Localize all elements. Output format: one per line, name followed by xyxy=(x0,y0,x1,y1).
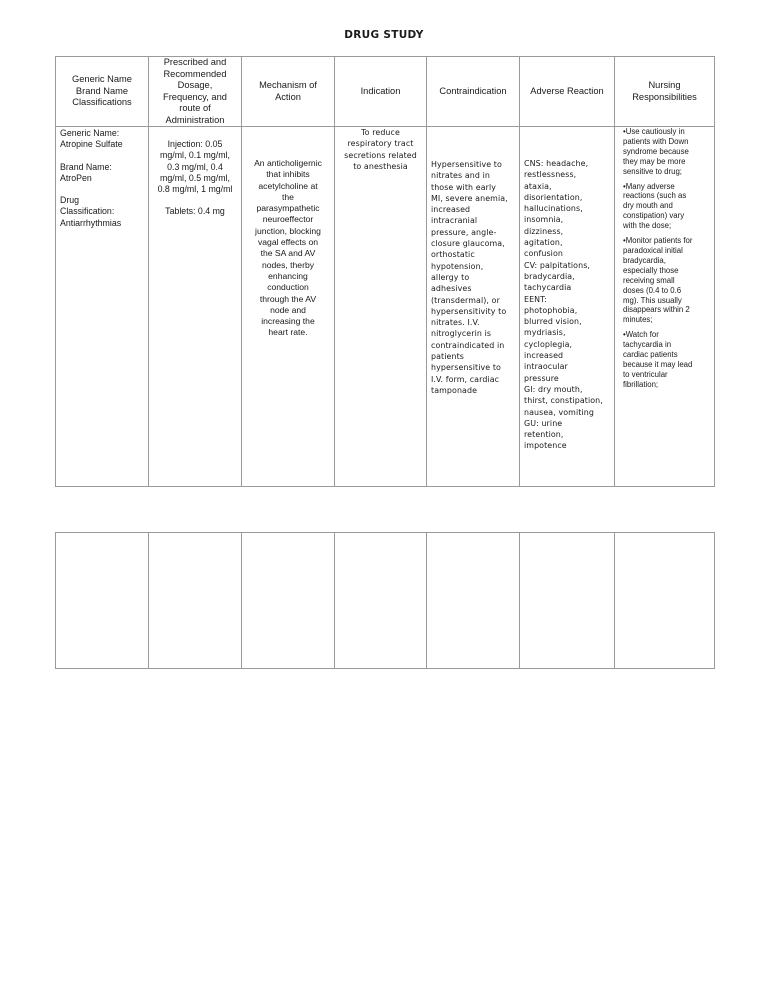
adverse-reaction-line: nausea, vomiting xyxy=(524,407,594,417)
header-row xyxy=(56,57,715,127)
header-adverse-reaction: Adverse Reaction xyxy=(520,57,615,127)
nursing-item: •Use cautiously in patients with Down syndrome because they may be more sensitive to drug; xyxy=(623,127,689,176)
blank-cell xyxy=(615,533,715,669)
adverse-reaction-line: GI: dry mouth, xyxy=(524,384,583,394)
adverse-reaction-line: agitation, xyxy=(524,238,563,248)
blank-cell xyxy=(335,533,427,669)
indication-text: To reduce respiratory tract secretions related to anesthesia xyxy=(344,128,417,171)
adverse-reaction-line: intraocular xyxy=(524,362,568,372)
cell-nursing-responsibilities xyxy=(615,127,715,487)
header-nursing-responsibilities: Nursing Responsibilities xyxy=(615,57,715,127)
adverse-reaction-line: tachycardia xyxy=(524,283,572,293)
adverse-reaction-line: dizziness, xyxy=(524,226,564,236)
cell-indication xyxy=(335,127,427,487)
adverse-reaction-line: CV: palpitations, xyxy=(524,260,591,270)
cell-adverse-reaction xyxy=(520,127,615,487)
cell-contraindication xyxy=(427,127,520,487)
cell-mechanism xyxy=(242,127,335,487)
adverse-reaction-line: GU: urine xyxy=(524,418,563,428)
adverse-reaction-line: EENT: xyxy=(524,294,547,304)
brand-name: Brand Name: AtroPen xyxy=(60,161,112,183)
header-indication: Indication xyxy=(335,57,427,127)
adverse-reaction-line: impotence xyxy=(524,441,567,451)
blank-cell xyxy=(520,533,615,669)
blank-drug-table xyxy=(55,532,715,669)
nursing-item: •Monitor patients for paradoxical initial bradycardia, especially those receiving small doses (0.4 to 0.6 mg). This usually disappears within 2 minutes; xyxy=(623,236,693,325)
header-contraindication: Contraindication xyxy=(427,57,520,127)
adverse-reaction-line: thirst, constipation, xyxy=(524,396,603,406)
header-mechanism: Mechanism of Action xyxy=(242,57,335,127)
adverse-reaction-line: blurred vision, xyxy=(524,317,582,327)
cell-drug-names xyxy=(56,127,149,487)
dosage-injection: Injection: 0.05 mg/ml, 0.1 mg/ml, 0.3 mg/ml, 0.4 mg/ml, 0.5 mg/ml, 0.8 mg/ml, 1 mg/ml xyxy=(157,139,233,195)
drug-classification: Drug Classification: Antiarrhythmias xyxy=(60,195,122,228)
header-dosage: Prescribed and Recommended Dosage, Frequency, and route of Administration xyxy=(149,57,242,127)
adverse-reaction-line: increased xyxy=(524,351,564,361)
adverse-reaction-line: restlessness, xyxy=(524,170,577,180)
adverse-reaction-line: bradycardia, xyxy=(524,271,575,281)
nursing-item: •Many adverse reactions (such as dry mouth and constipation) vary with the dose; xyxy=(623,181,687,231)
nursing-list xyxy=(623,127,711,390)
header-generic-name: Generic Name Brand Name Classifications xyxy=(56,57,149,127)
adverse-reaction-line: retention, xyxy=(524,430,564,440)
adverse-reaction-line: ataxia, xyxy=(524,181,552,191)
blank-cell xyxy=(56,533,149,669)
adverse-reaction-line: disorientation, xyxy=(524,192,583,202)
mechanism-text: An anticholigernic that inhibits acetylcholine at the parasympathetic neuroeffector junction, blocking vagal effects on the SA and AV nodes, therby enhancing conduction through the AV node and increasing the heart rate. xyxy=(254,158,322,338)
adverse-reaction-line: photophobia, xyxy=(524,305,578,315)
adverse-reaction-line: cycloplegia, xyxy=(524,339,573,349)
adverse-reaction-line: hallucinations, xyxy=(524,204,583,214)
adverse-reaction-line: mydriasis, xyxy=(524,328,566,338)
blank-cell xyxy=(242,533,335,669)
dosage-tablets: Tablets: 0.4 mg xyxy=(165,206,225,217)
nursing-item: •Watch for tachycardia in cardiac patients because it may lead to ventricular fibrillation; xyxy=(623,330,693,389)
adverse-reaction-line: CNS: headache, xyxy=(524,159,589,168)
generic-name: Generic Name: Atropine Sulfate xyxy=(60,128,123,150)
cell-dosage xyxy=(149,127,242,487)
blank-cell xyxy=(427,533,520,669)
adverse-reaction-line: pressure xyxy=(524,373,559,383)
adverse-reaction-line: confusion xyxy=(524,249,563,259)
adverse-reaction-line: insomnia, xyxy=(524,215,564,225)
document-title: DRUG STUDY xyxy=(344,29,424,41)
contraindication-text: Hypersensitive to nitrates and in those with early MI, severe anemia, increased intracranial pressure, angle- closure glaucoma, orthostatic hypotension, allergy to adhesives (transdermal), or hypersensitivity to nitrates. I.V. nitroglycerin is contraindicated in patients hypersensitive to I.V. form, cardiac tamponade xyxy=(431,160,508,395)
table-row xyxy=(56,127,715,487)
blank-cell xyxy=(149,533,242,669)
drug-study-table xyxy=(55,56,715,487)
table-row xyxy=(56,533,715,669)
